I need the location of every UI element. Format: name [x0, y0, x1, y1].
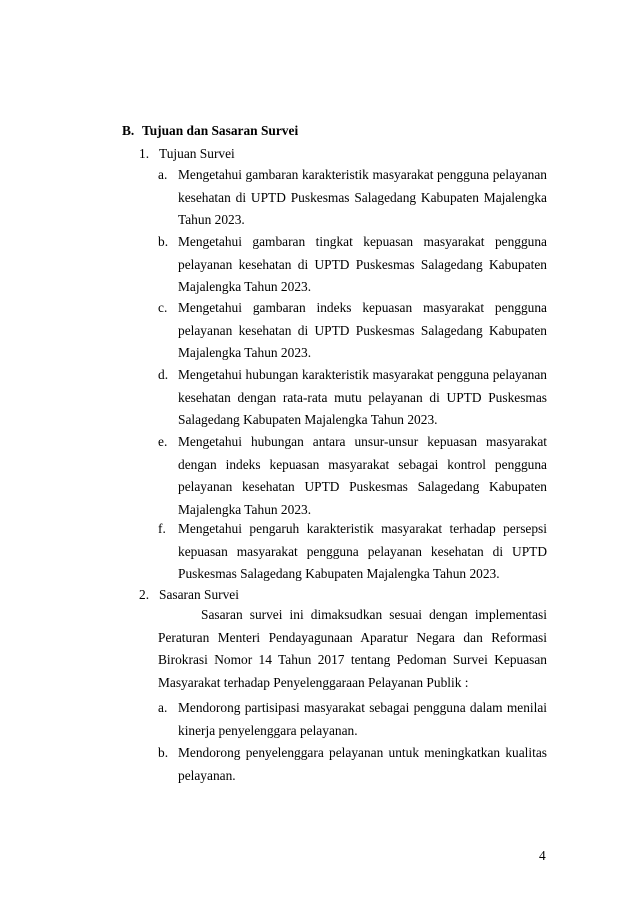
subsection-number: 2. — [139, 587, 150, 602]
subsection-sasaran-heading — [139, 585, 239, 605]
tujuan-item-e — [158, 431, 547, 521]
list-item-text: Mengetahui gambaran karakteristik masyarakat pengguna pelayanan kesehatan di UPTD Puskesmas Salagedang Kabupaten Majalengka Tahun 2023. — [178, 167, 547, 228]
tujuan-item-f — [158, 518, 547, 586]
page-number: 4 — [539, 848, 546, 863]
sasaran-item-a — [158, 697, 547, 742]
tujuan-item-d — [158, 364, 547, 432]
list-item-text: Mengetahui hubungan karakteristik masyarakat pengguna pelayanan kesehatan dengan rata-rata mutu pelayanan di UPTD Puskesmas Salagedang Kabupaten Majalengka Tahun 2023. — [178, 367, 547, 428]
list-item-text: Mengetahui gambaran indeks kepuasan masyarakat pengguna pelayanan kesehatan di UPTD Puskesmas Salagedang Kabupaten Majalengka Tahun 2023. — [178, 300, 547, 361]
list-item-text: Mengetahui pengaruh karakteristik masyarakat terhadap persepsi kepuasan masyarakat pengguna pelayanan kesehatan di UPTD Puskesmas Salagedang Kabupaten Majalengka Tahun 2023. — [178, 521, 547, 582]
list-marker: e. — [158, 434, 168, 449]
section-label: B. — [122, 123, 135, 138]
list-marker: d. — [158, 367, 169, 382]
section-heading — [122, 121, 298, 141]
subsection-tujuan-heading — [139, 144, 235, 164]
section-title: Tujuan dan Sasaran Survei — [142, 123, 299, 138]
tujuan-item-b — [158, 231, 547, 299]
list-marker: f. — [158, 521, 166, 536]
list-item-text: Mengetahui hubungan antara unsur-unsur kepuasan masyarakat dengan indeks kepuasan masyarakat sebagai kontrol pengguna pelayanan kesehatan UPTD Puskesmas Salagedang Kabupaten Majalengka Tahun 2023. — [178, 434, 547, 517]
list-item-text: Mendorong partisipasi masyarakat sebagai pengguna dalam menilai kinerja penyelenggara pelayanan. — [178, 700, 547, 738]
subsection-title: Tujuan Survei — [159, 146, 235, 161]
subsection-title: Sasaran Survei — [159, 587, 239, 602]
list-item-text: Mengetahui gambaran tingkat kepuasan masyarakat pengguna pelayanan kesehatan di UPTD Puskesmas Salagedang Kabupaten Majalengka Tahun 2023. — [178, 234, 547, 295]
sasaran-paragraph: Sasaran survei ini dimaksudkan sesuai dengan implementasi Peraturan Menteri Pendayagunaan Aparatur Negara dan Reformasi Birokrasi Nomor 14 Tahun 2017 tentang Pedoman Survei Kepuasan Masyarakat terhadap Penyelenggaraan Pelayanan Publik : — [158, 607, 547, 690]
sasaran-item-b — [158, 742, 547, 787]
subsection-number: 1. — [139, 146, 150, 161]
list-marker: a. — [158, 167, 168, 182]
list-marker: b. — [158, 234, 169, 249]
tujuan-item-c — [158, 297, 547, 365]
list-item-text: Mendorong penyelenggara pelayanan untuk meningkatkan kualitas pelayanan. — [178, 745, 547, 783]
list-marker: b. — [158, 745, 169, 760]
list-marker: a. — [158, 700, 168, 715]
tujuan-item-a — [158, 164, 547, 232]
list-marker: c. — [158, 300, 168, 315]
